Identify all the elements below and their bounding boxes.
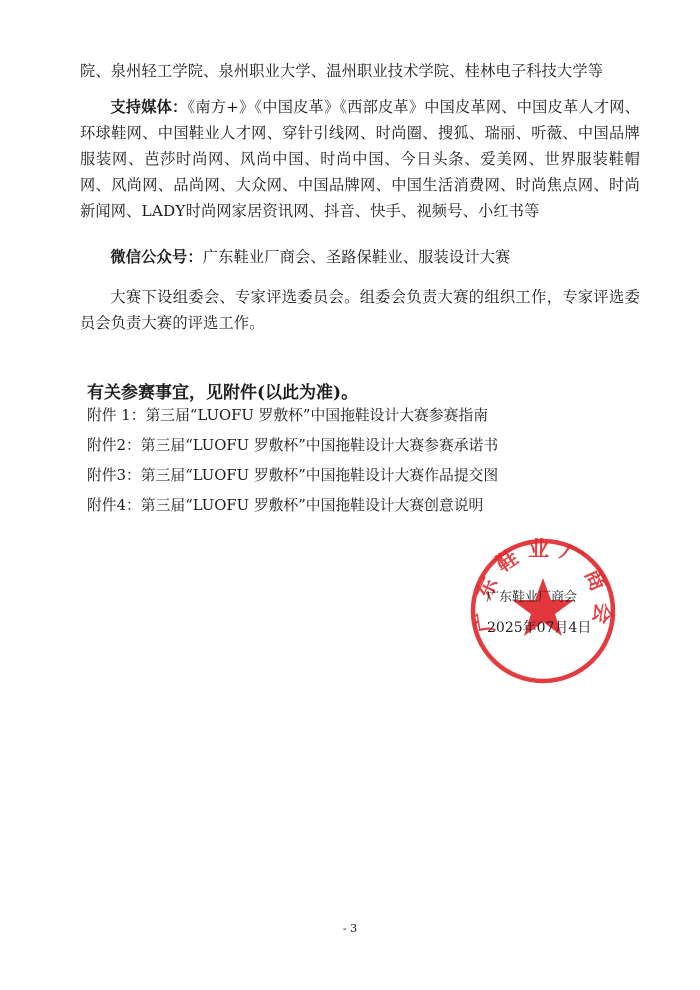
paragraph-wechat (80, 244, 640, 270)
page-number: - 3 (342, 922, 358, 935)
paragraph-media (80, 94, 640, 224)
signature-organization: 广东鞋业厂商会 (486, 590, 578, 605)
attachment-item-3: 附件3：第三届“LUOFU 罗敷杯”中国拖鞋设计大赛作品提交图 (87, 467, 499, 484)
paragraph-committee (80, 284, 640, 336)
institutions-text: 院、泉州轻工学院、泉州职业大学、温州职业技术学院、桂林电子科技大学等 (80, 62, 604, 80)
wechat-label: 微信公众号： (110, 248, 203, 266)
seal-graphic (468, 536, 618, 686)
wechat-text: 广东鞋业厂商会、圣路保鞋业、服装设计大赛 (202, 248, 511, 266)
official-seal (468, 536, 618, 686)
attachment-item-1: 附件 1：第三届“LUOFU 罗敷杯”中国拖鞋设计大赛参赛指南 (87, 407, 489, 424)
paragraph-institutions (80, 58, 640, 84)
committee-text: 大赛下设组委会、专家评选委员会。组委会负责大赛的组织工作，专家评选委员会负责大赛的评选工作。 (80, 288, 640, 332)
media-text: 《南方+》《中国皮革》《西部皮革》中国皮革网、中国皮革人才网、环球鞋网、中国鞋业人才网、穿针引线网、时尚圈、搜狐、瑞丽、听薇、中国品牌服装网、芭莎时尚网、风尚中国、时尚中国、今日头条、爱美网、世界服装鞋帽网、风尚网、品尚网、大众网、中国品牌网、中国生活消费网、时尚焦点网、时尚新闻网、LADY时尚网家居资讯网、抖音、快手、视频号、小红书等 (80, 98, 640, 220)
signature-date: 2025年07月4日 (487, 620, 592, 636)
seal-text: 广东鞋业厂商会 (470, 536, 616, 635)
attachment-item-4: 附件4：第三届“LUOFU 罗敷杯”中国拖鞋设计大赛创意说明 (87, 497, 484, 514)
attachment-item-2: 附件2：第三届“LUOFU 罗敷杯”中国拖鞋设计大赛参赛承诺书 (87, 437, 499, 454)
attachments-heading: 有关参赛事宜，见附件(以此为准)。 (87, 383, 359, 403)
media-label: 支持媒体： (110, 98, 188, 116)
